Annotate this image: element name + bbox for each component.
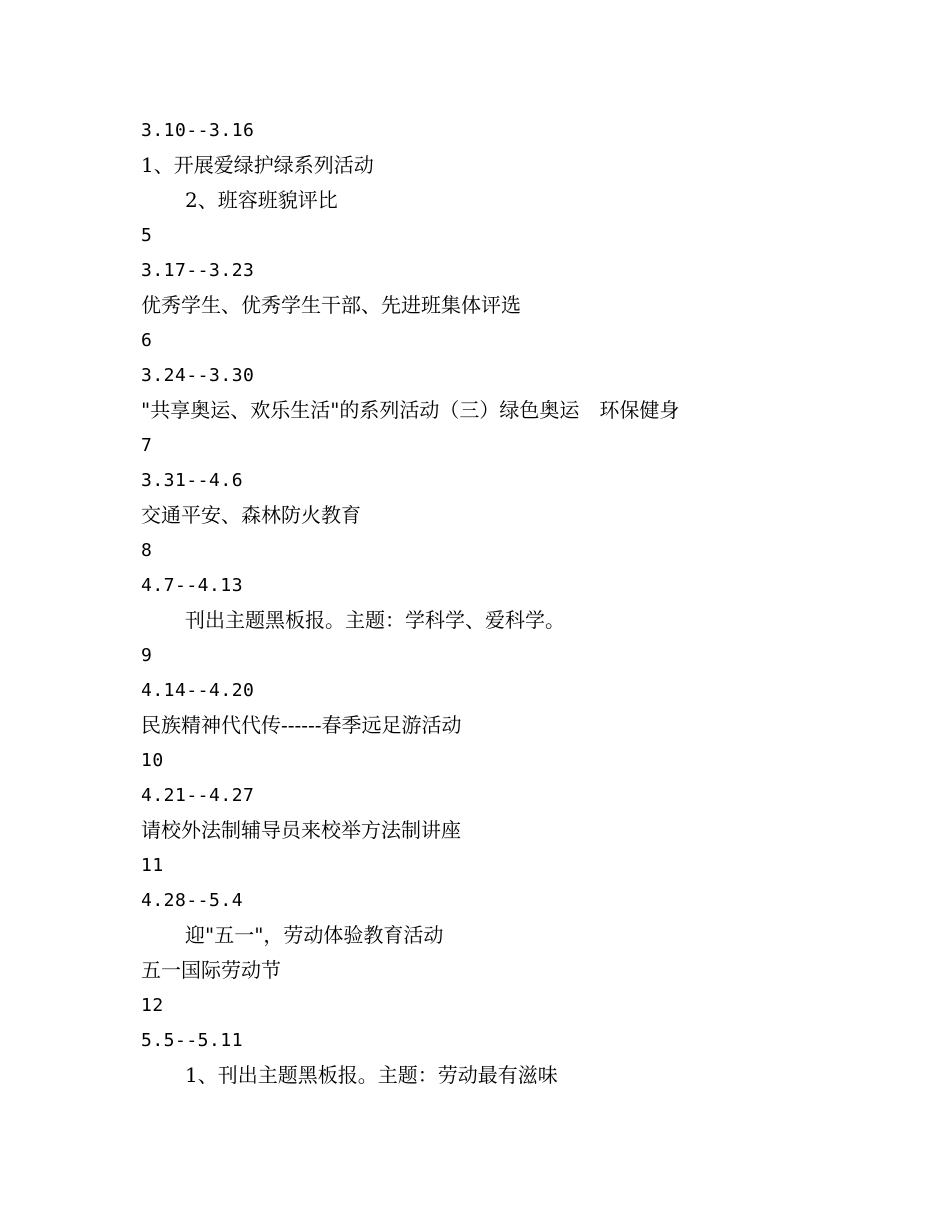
week-date-range: 5.5--5.11 bbox=[141, 1030, 244, 1051]
activity-note: 五一国际劳动节 bbox=[141, 958, 281, 982]
week-date-range: 3.17--3.23 bbox=[141, 260, 255, 281]
week-number: 8 bbox=[141, 540, 153, 561]
activity-text: 民族精神代代传------春季远足游活动 bbox=[141, 713, 462, 737]
activity-text: 优秀学生、优秀学生干部、先进班集体评选 bbox=[141, 293, 521, 317]
activity-text: 1、刊出主题黑板报。主题：劳动最有滋味 bbox=[185, 1063, 558, 1087]
week-number: 10 bbox=[141, 750, 164, 771]
week-number: 11 bbox=[141, 855, 164, 876]
week-date-range: 4.21--4.27 bbox=[141, 785, 255, 806]
week-date-range: 3.24--3.30 bbox=[141, 365, 255, 386]
activity-text: 交通平安、森林防火教育 bbox=[141, 503, 361, 527]
week-date-range: 4.7--4.13 bbox=[141, 575, 244, 596]
week-date-range: 3.10--3.16 bbox=[141, 120, 255, 141]
week-number: 6 bbox=[141, 330, 153, 351]
activity-text: 迎"五一"，劳动体验教育活动 bbox=[185, 923, 444, 947]
activity-text: "共享奥运、欢乐生活"的系列活动（三）绿色奥运 环保健身 bbox=[141, 398, 680, 422]
week-date-range: 4.14--4.20 bbox=[141, 680, 255, 701]
activity-text: 1、开展爱绿护绿系列活动 bbox=[141, 153, 374, 177]
week-number: 12 bbox=[141, 995, 164, 1016]
week-date-range: 4.28--5.4 bbox=[141, 890, 244, 911]
week-date-range: 3.31--4.6 bbox=[141, 470, 244, 491]
activity-text: 刊出主题黑板报。主题：学科学、爱科学。 bbox=[185, 608, 565, 632]
week-number: 5 bbox=[141, 225, 153, 246]
document-body bbox=[141, 113, 841, 1093]
activity-text: 请校外法制辅导员来校举方法制讲座 bbox=[141, 818, 461, 842]
activity-text: 2、班容班貌评比 bbox=[185, 188, 338, 212]
week-number: 7 bbox=[141, 435, 153, 456]
week-number: 9 bbox=[141, 645, 153, 666]
